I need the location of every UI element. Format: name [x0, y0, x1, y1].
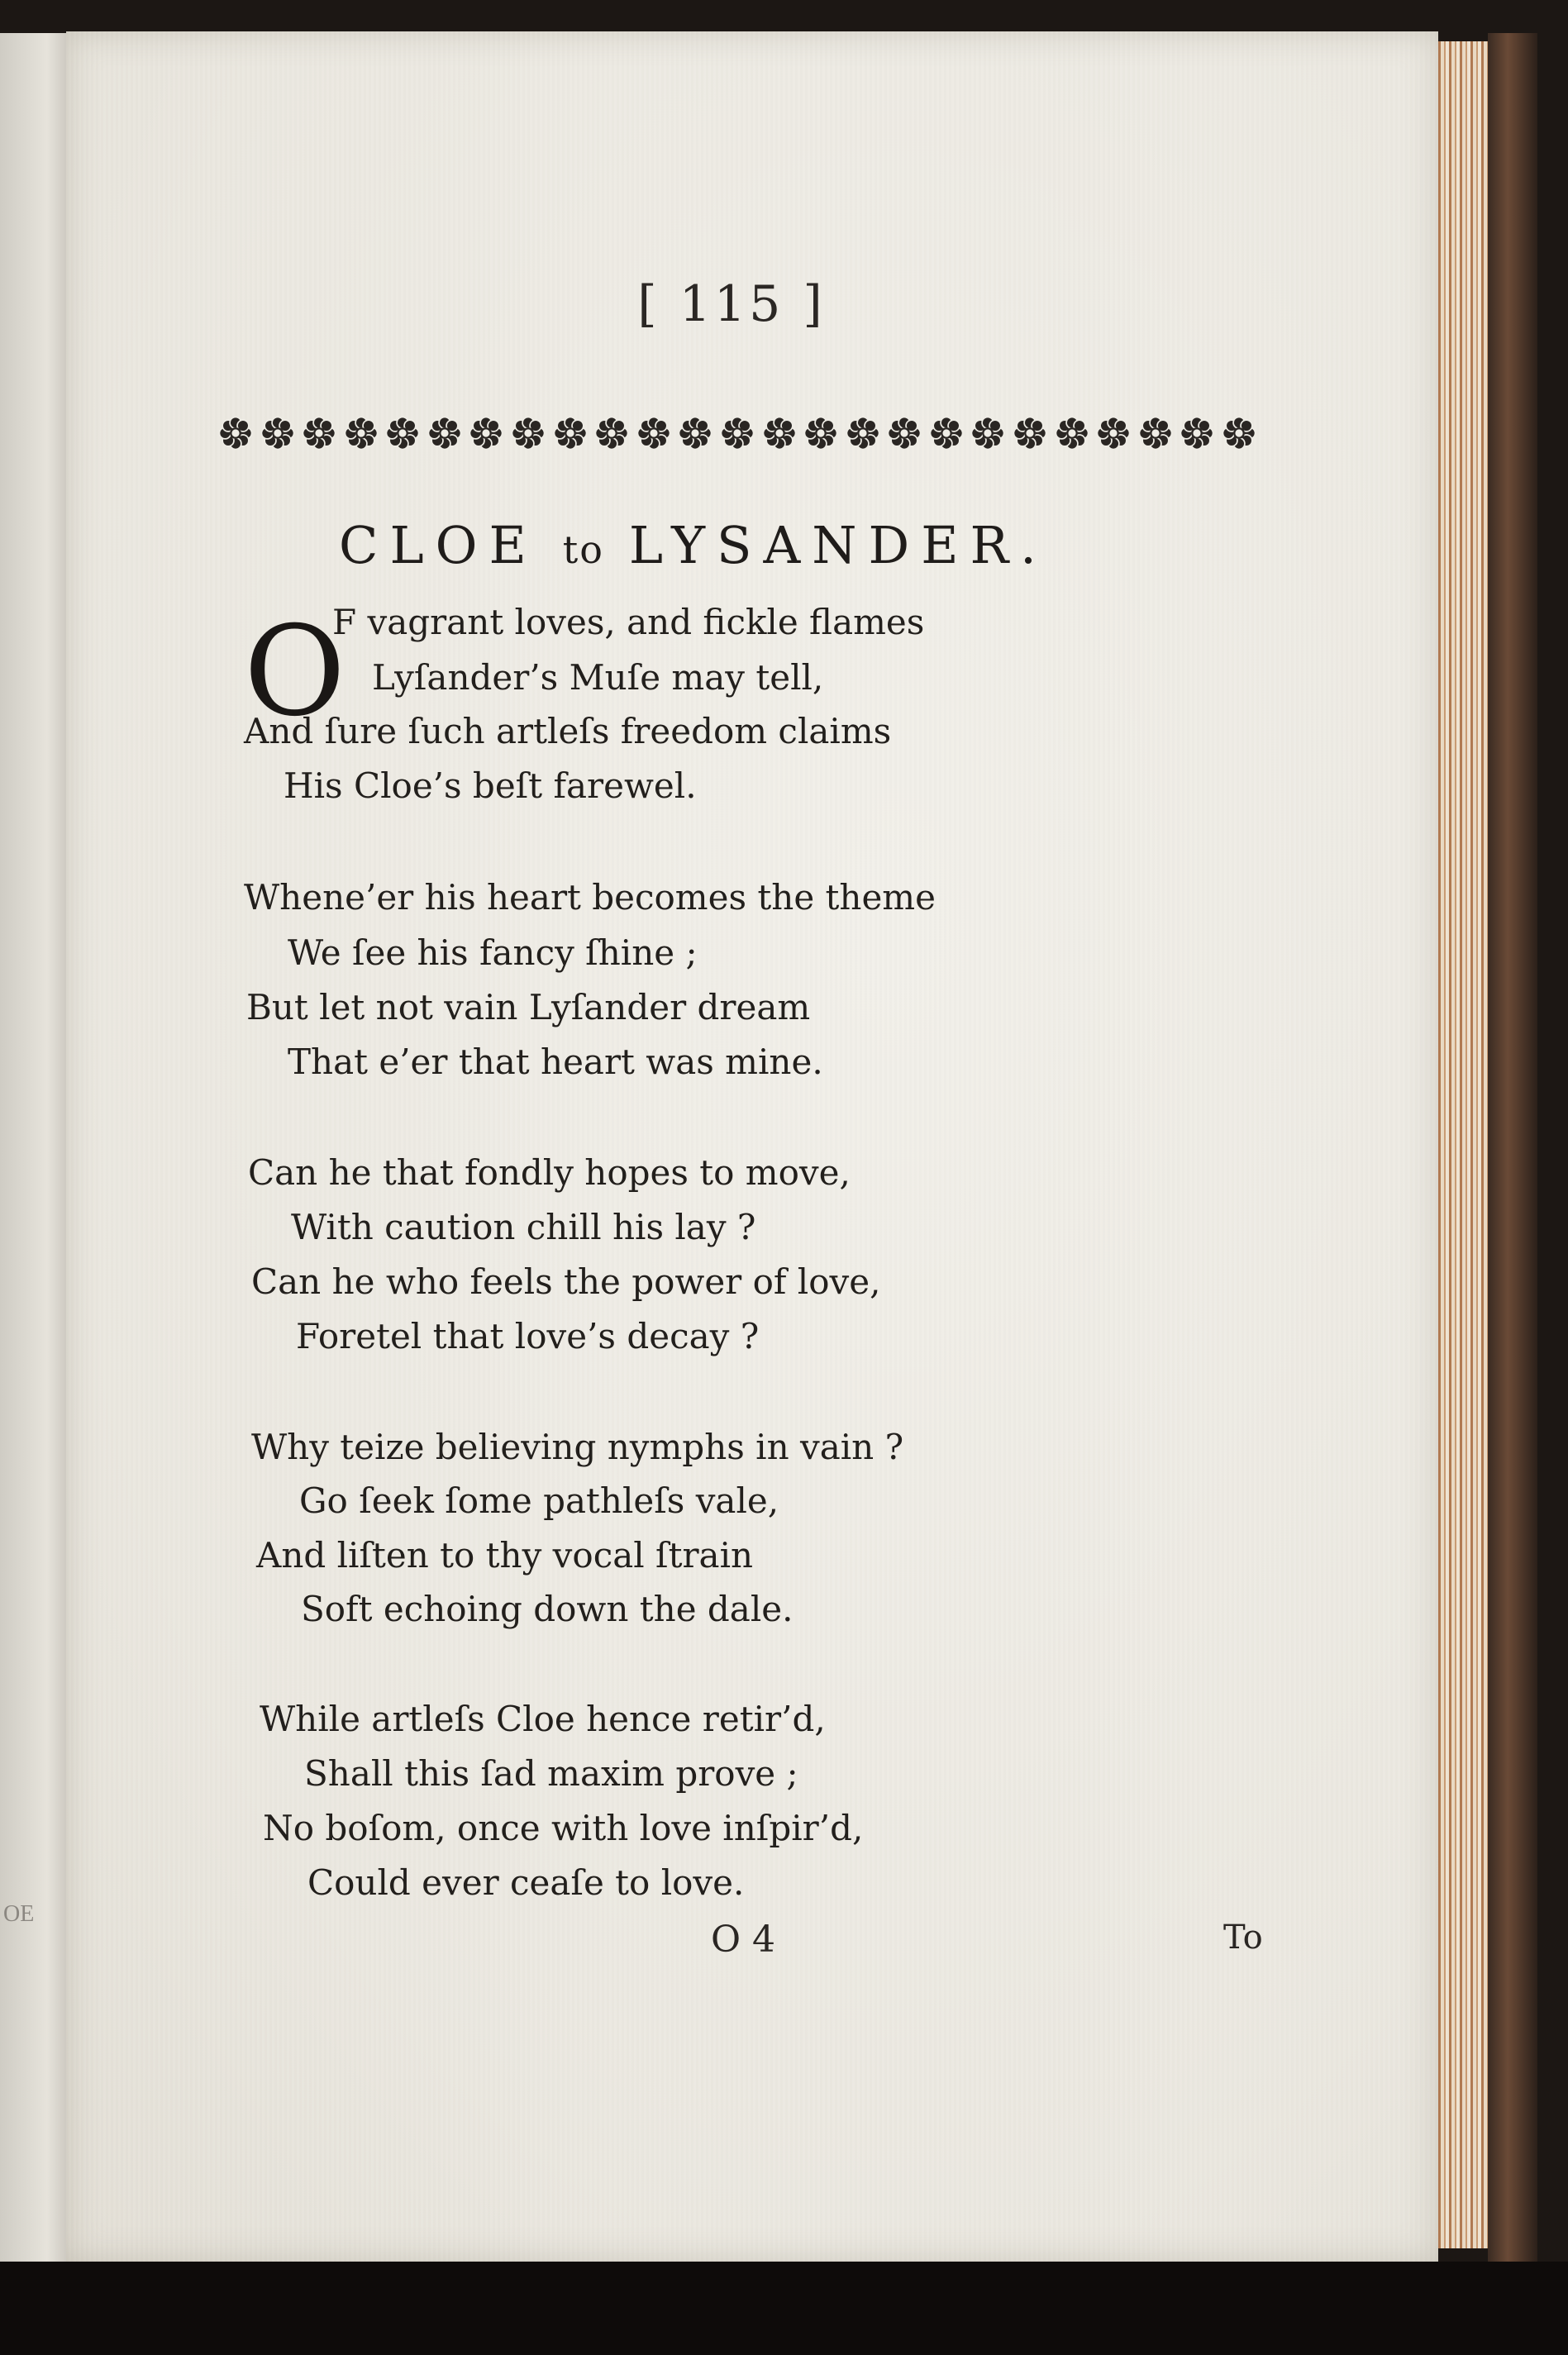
poem-line: Can he that fondly hopes to move,	[248, 1152, 851, 1193]
title-cloe: CLOE	[339, 515, 538, 575]
book-cover-edge	[1488, 33, 1537, 2265]
poem-line: We ſee his fancy ſhine ;	[288, 932, 698, 973]
poem-line: Could ever ceaſe to love.	[307, 1862, 745, 1903]
poem-line: F vagrant loves, and fickle flames	[332, 602, 925, 642]
poem-line: Lyſander’s Muſe may tell,	[372, 657, 824, 698]
poem-line: While artleſs Cloe hence retir’d,	[260, 1699, 826, 1739]
poem-line: His Cloe’s beſt farewel.	[284, 765, 697, 806]
catchword: To	[1223, 1919, 1263, 1957]
poem-line: Foretel that love’s decay ?	[296, 1316, 760, 1356]
poem-line: And liſten to thy vocal ſtrain	[256, 1535, 754, 1576]
poem-line: Go ſeek ſome pathleſs vale,	[299, 1480, 779, 1521]
poem-line: With caution chill his lay ?	[291, 1207, 756, 1247]
poem-line: And ſure ſuch artleſs freedom claims	[244, 711, 892, 751]
poem-line: Can he who feels the power of love,	[251, 1261, 881, 1302]
poem-line: Whene’er his heart becomes the theme	[244, 877, 936, 918]
poem-line: Why teize believing nymphs in vain ?	[251, 1427, 904, 1467]
book-page	[66, 31, 1438, 2262]
page-number: [ 115 ]	[637, 275, 826, 333]
background-strip	[0, 2262, 1568, 2355]
poem-line: No boſom, once with love inſpir’d,	[263, 1808, 864, 1848]
drop-cap: O	[244, 600, 346, 744]
title-to: to	[562, 527, 604, 572]
poem-line: Soft echoing down the dale.	[301, 1589, 794, 1629]
title-lysander: LYSANDER.	[628, 515, 1048, 575]
poem-line: But let not vain Lyſander dream	[246, 987, 811, 1027]
poem-line: That e’er that heart was mine.	[288, 1042, 823, 1082]
left-page-fragment: OE	[3, 1901, 35, 1927]
poem-line: Shall this ſad maxim prove ;	[304, 1753, 798, 1794]
signature-mark: O 4	[711, 1919, 776, 1961]
